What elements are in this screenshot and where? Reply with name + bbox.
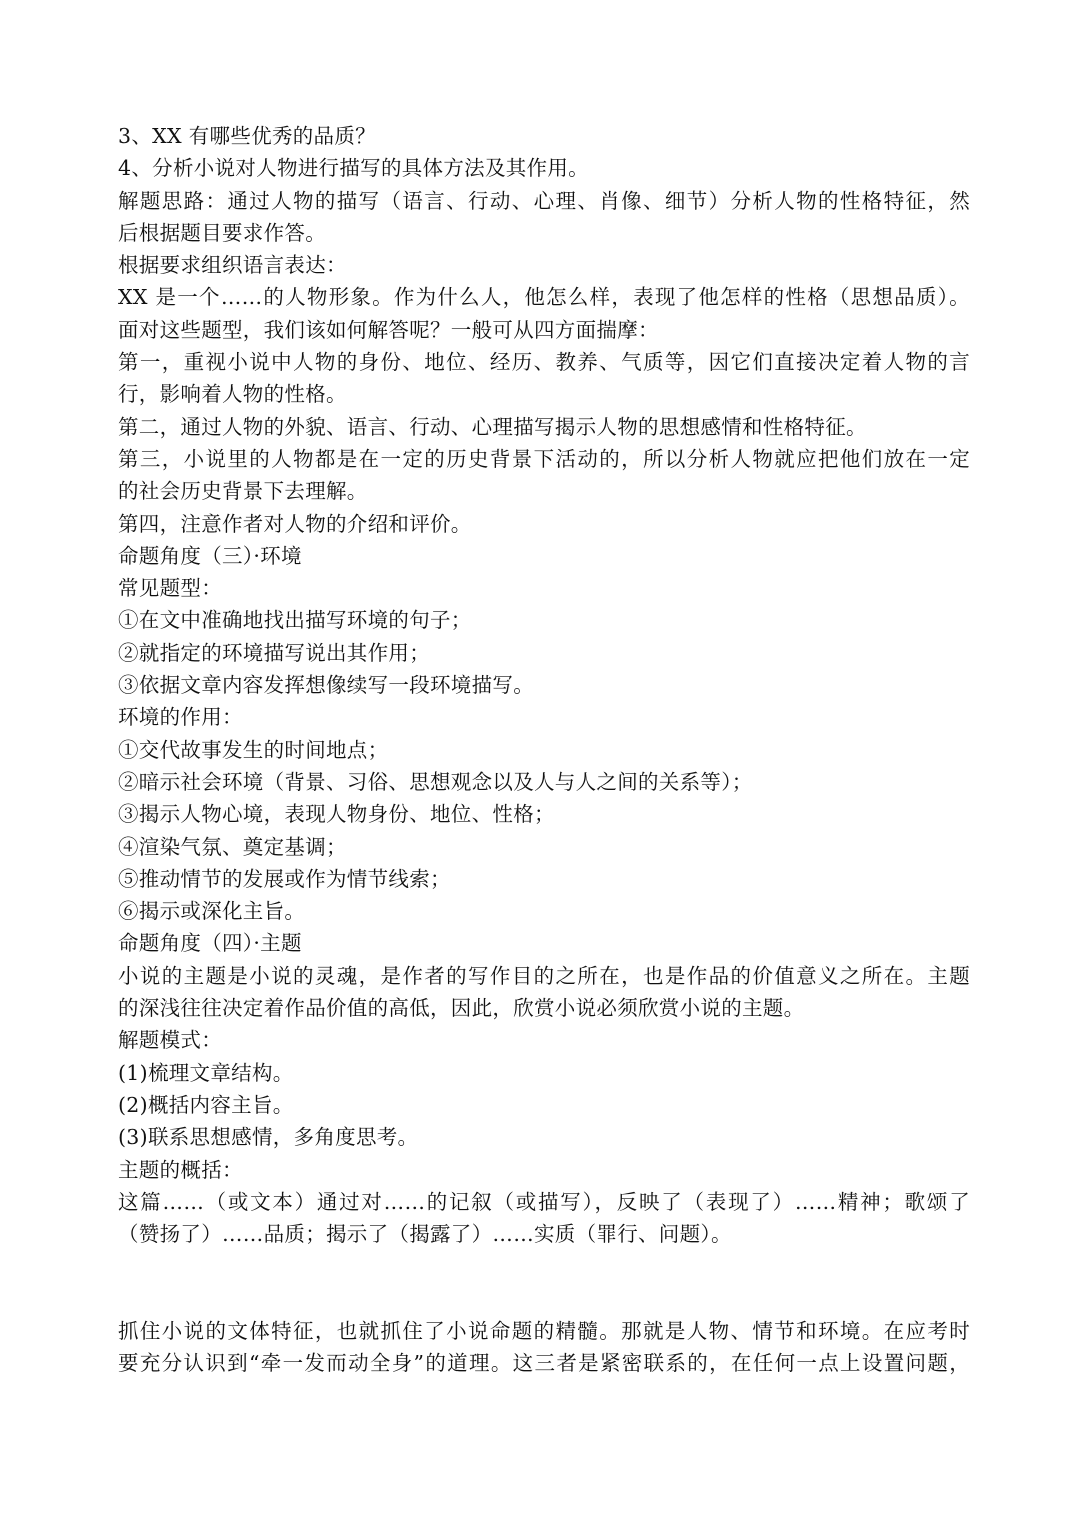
text-line: ⑥揭示或深化主旨。	[118, 899, 306, 924]
text-line: ④渲染气氛、奠定基调；	[118, 834, 347, 859]
text-line: 3、XX 有哪些优秀的品质？	[118, 124, 376, 148]
text-line: 解题模式：	[118, 1028, 222, 1053]
text-line: 面对这些题型，我们该如何解答呢？一般可从四方面揣摩：	[118, 317, 659, 342]
text-line: 常见题型：	[118, 576, 222, 601]
text-line: 主题的概括：	[118, 1157, 243, 1182]
text-line: 环境的作用：	[118, 705, 243, 730]
text-line: ②就指定的环境描写说出其作用；	[118, 640, 430, 665]
text-line: 后根据题目要求作答。	[118, 220, 326, 245]
text-line: 的社会历史背景下去理解。	[118, 479, 368, 504]
text-line: 解题思路：通过人物的描写（语言、行动、心理、肖像、细节）分析人物的性格特征，然	[118, 188, 970, 213]
text-line: 第三，小说里的人物都是在一定的历史背景下活动的，所以分析人物就应把他们放在一定	[118, 446, 970, 471]
text-line: ①交代故事发生的时间地点；	[118, 737, 389, 762]
text-line: 命题角度（三）·环境	[118, 543, 302, 568]
text-line: ②暗示社会环境（背景、习俗、思想观念以及人与人之间的关系等）；	[118, 769, 753, 794]
text-line: (2)概括内容主旨。	[118, 1092, 294, 1117]
text-line: ①在文中准确地找出描写环境的句子；	[118, 608, 472, 633]
text-line: XX 是一个……的人物形象。作为什么人，他怎么样，表现了他怎样的性格（思想品质）。	[118, 285, 970, 310]
text-line: ③揭示人物心境，表现人物身份、地位、性格；	[118, 802, 555, 827]
text-line: (3)联系思想感情，多角度思考。	[118, 1125, 419, 1150]
text-line: ③依据文章内容发挥想像续写一段环境描写。	[118, 673, 534, 698]
text-line: 第一，重视小说中人物的身份、地位、经历、教养、气质等，因它们直接决定着人物的言	[118, 350, 970, 375]
text-line: 命题角度（四）·主题	[118, 931, 302, 956]
text-line: （赞扬了）……品质；揭示了（揭露了）……实质（罪行、问题）。	[118, 1222, 732, 1247]
blank-line	[118, 1283, 970, 1315]
document-body	[118, 120, 970, 1380]
text-line: 根据要求组织语言表达：	[118, 253, 347, 278]
text-line: 行，影响着人物的性格。	[118, 382, 347, 407]
text-line: 抓住小说的文体特征，也就抓住了小说命题的精髓。那就是人物、情节和环境。在应考时	[118, 1318, 970, 1343]
text-line: 第二，通过人物的外貌、语言、行动、心理描写揭示人物的思想感情和性格特征。	[118, 414, 867, 439]
text-line: ⑤推动情节的发展或作为情节线索；	[118, 866, 451, 891]
text-line: 的深浅往往决定着作品价值的高低，因此，欣赏小说必须欣赏小说的主题。	[118, 996, 805, 1021]
blank-line	[118, 1250, 970, 1282]
text-line: (1)梳理文章结构。	[118, 1060, 294, 1085]
text-line: 要充分认识到“牵一发而动全身”的道理。这三者是紧密联系的，在任何一点上设置问题，	[118, 1351, 970, 1376]
text-line: 小说的主题是小说的灵魂，是作者的写作目的之所在，也是作品的价值意义之所在。主题	[118, 963, 970, 988]
text-line: 4、分析小说对人物进行描写的具体方法及其作用。	[118, 156, 589, 181]
text-line: 第四，注意作者对人物的介绍和评价。	[118, 511, 472, 536]
text-line: 这篇……（或文本）通过对……的记叙（或描写），反映了（表现了）……精神；歌颂了	[118, 1189, 970, 1214]
